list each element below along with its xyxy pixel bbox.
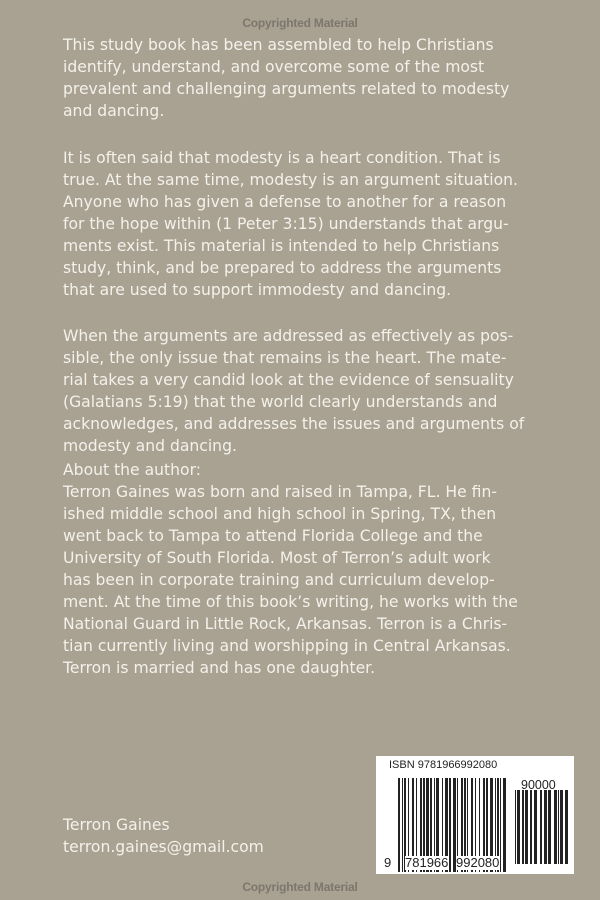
text-line: National Guard in Little Rock, Arkansas. Terron is a Chris- (63, 615, 508, 633)
text-line: About the author: (63, 461, 201, 479)
text-line: Terron is married and has one daughter. (63, 659, 376, 677)
barcode-bar (565, 790, 568, 864)
author-name: Terron Gaines (63, 816, 170, 834)
text-line: (Galatians 5:19) that the world clearly understands and (63, 393, 498, 411)
text-line: Anyone who has given a defense to another for a reason (63, 193, 507, 211)
barcode-bar (558, 790, 559, 864)
text-line: prevalent and challenging arguments related to modesty (63, 80, 510, 98)
barcode-bar (515, 790, 516, 864)
watermark-top: Copyrighted Material (242, 16, 358, 30)
barcode-bar (402, 778, 403, 872)
text-line: study, think, and be prepared to address the arguments (63, 259, 502, 277)
barcode-bar (530, 790, 532, 864)
text-line: for the hope within (1 Peter 3:15) understands that argu- (63, 215, 509, 233)
text-line: acknowledges, and addresses the issues and arguments of (63, 415, 525, 433)
text-line: and dancing. (63, 102, 165, 120)
barcode-bar (534, 790, 537, 864)
barcode-bar (449, 778, 451, 872)
text-line: tian currently living and worshipping in Central Arkansas. (63, 637, 511, 655)
isbn-label: ISBN 9781966992080 (389, 759, 498, 771)
text-line: rial takes a very candid look at the evidence of sensuality (63, 371, 514, 389)
text-line: modesty and dancing. (63, 437, 237, 455)
argument-paragraph (63, 147, 518, 301)
text-line: This study book has been assembled to help Christians (63, 36, 494, 54)
watermark-bottom: Copyrighted Material (242, 880, 358, 894)
text-line: When the arguments are addressed as effectively as pos- (63, 327, 514, 345)
price-addon: 90000 (521, 778, 556, 792)
barcode-bar (503, 778, 506, 872)
barcode-bar (517, 790, 520, 864)
text-line: ment. At the time of this book’s writing, he works with the (63, 593, 518, 611)
barcode-bar (525, 790, 528, 864)
heart-paragraph (63, 325, 524, 457)
about-author-paragraph (63, 459, 518, 679)
text-line: ished middle school and high school in Spring, TX, then (63, 505, 497, 523)
text-line: true. At the same time, modesty is an argument situation. (63, 171, 518, 189)
barcode-bar (544, 790, 547, 864)
barcode-bar (554, 790, 557, 864)
text-line: It is often said that modesty is a heart condition. That is (63, 149, 501, 167)
text-line: that are used to support immodesty and dancing. (63, 281, 452, 299)
barcode-digits-right: 992080 (456, 855, 500, 870)
text-line: University of South Florida. Most of Terron’s adult work (63, 549, 491, 567)
intro-paragraph (63, 34, 509, 122)
barcode-bar (522, 790, 524, 864)
author-contact (63, 814, 264, 858)
barcode-bar (500, 778, 501, 872)
text-line: sible, the only issue that remains is the heart. The mate- (63, 349, 507, 367)
barcode-digit-first: 9 (384, 855, 392, 870)
text-line: has been in corporate training and curriculum develop- (63, 571, 495, 589)
author-email: terron.gaines@gmail.com (63, 838, 264, 856)
text-line: ments exist. This material is intended to help Christians (63, 237, 500, 255)
barcode-bar (548, 790, 551, 864)
barcode-bar (540, 790, 542, 864)
text-line: identify, understand, and overcome some of the most (63, 58, 485, 76)
text-line: went back to Tampa to attend Florida College and the (63, 527, 483, 545)
barcode-bar (398, 778, 400, 872)
barcode-digits-left: 781966 (405, 855, 449, 870)
barcode-bar (560, 790, 563, 864)
text-line: Terron Gaines was born and raised in Tampa, FL. He fin- (63, 483, 497, 501)
isbn-barcode (376, 756, 574, 874)
